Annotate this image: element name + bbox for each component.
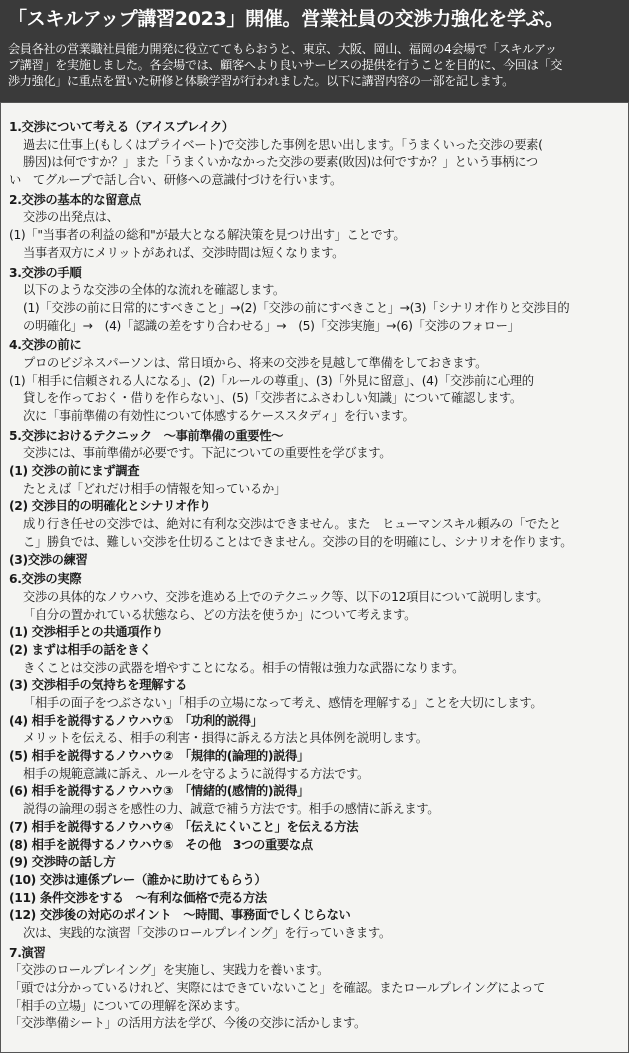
body-text-line: 当事者双方にメリットがあれば、交渉時間は短くなります。 [23,245,345,260]
subsection-heading: (11) 条件交渉をする ～有利な価格で売る方法 [9,890,267,905]
body-text-line: (1)「相手に信頼される人になる」、(2)「ルールの尊重」、(3)「外見に留意」、(4)「交渉前に心理的 [9,373,534,388]
body-text-line: い てグループで話し合い、研修への意識付づけを行います。 [9,173,342,188]
body-text-line: 「自分の置かれている状態なら、どの方法を使うか」について考えます。 [23,607,417,622]
subsection-heading: (12) 交渉後の対応のポイント ～時間、事務面でしくじらない [9,908,351,923]
course-content-box [0,102,629,1053]
lead-line: プ講習」を実施しました。各会場では、顧客へより良いサービスの提供を行うことを目的に、今回は「交 [8,58,563,72]
section-heading: 1.交渉について考える（アイスブレイク） [9,120,234,134]
subsection-heading: (3)交渉の練習 [9,552,88,567]
body-text-line: 「相手の立場」についての理解を深めます。 [9,998,247,1013]
subsection-heading: (7) 相手を説得するノウハウ④ 「伝えにくいこと」を伝える方法 [9,819,359,834]
body-text-line: 過去に仕事上(もしくはプライベート)で交渉した事例を思い出します。「うまくいった交渉の要素( [23,137,543,152]
body-text-line: きくことは交渉の武器を増やすことになる。相手の情報は強力な武器になります。 [23,660,465,675]
body-text-line: 交渉には、事前準備が必要です。下記についての重要性を学びます。 [23,446,392,461]
body-text-line: の明確化」→ (4)「認識の差をすり合わせる」→ (5)「交渉実施」→(6)「交渉のフォロー」 [23,318,520,333]
body-text-line: 「相手の面子をつぶさない」「相手の立場になって考え、感情を理解する」ことを大切にします。 [23,696,543,710]
body-text-line: 説得の論理の弱さを感性の力、誠意で補う方法です。相手の感情に訴えます。 [23,802,440,817]
body-text-line: 次に「事前準備の有効性について体感するケーススタディ」を行います。 [23,409,415,423]
body-text-line: 成り行き任せの交渉では、絶対に有利な交渉はできません。また ヒューマンスキル頼みの「でたと [23,517,561,532]
section-heading: 5.交渉におけるテクニック ～事前準備の重要性～ [9,428,284,443]
body-text-line: こ」勝負では、難しい交渉を仕切ることはできません。交渉の目的を明確にし、シナリオを作ります。 [23,534,573,549]
subsection-heading: (10) 交渉は連係プレー（誰かに助けてもらう） [9,872,267,887]
section-heading: 6.交渉の実際 [9,572,82,587]
body-text-line: 「頭では分かっているけれど、実際にはできていないこと」を確認。またロールプレイングによって [9,981,546,995]
subsection-heading: (3) 交渉相手の気持ちを理解する [9,678,187,693]
body-text-line: メリットを伝える、相手の利害・損得に訴える方法と具体例を説明します。 [23,731,428,746]
subsection-heading: (2) まずは相手の話をきく [9,642,152,657]
article-title: 「スキルアップ講習2023」開催。営業社員の交渉力強化を学ぶ。 [8,8,564,30]
body-text-line: たとえば「どれだけ相手の情報を知っているか」 [23,481,286,496]
subsection-heading: (2) 交渉目的の明確化とシナリオ作り [9,499,211,514]
body-text-line: 「交渉準備シート」の活用方法を学び、今後の交渉に活かします。 [9,1016,366,1031]
article-header [0,0,629,102]
subsection-heading: (5) 相手を説得するノウハウ② 「規律的(論理的)説得」 [9,749,309,764]
body-text-line: 次は、実践的な演習「交渉のロールプレイング」を行っていきます。 [23,925,391,940]
body-text-line: 勝因)は何ですか？」また「うまくいかなかった交渉の要素(敗因)は何ですか？」という事柄につ [23,155,538,170]
lead-line: 会員各社の営業職社員能力開発に役立ててもらおうと、東京、大阪、岡山、福岡の4会場で「スキルアッ [8,42,557,56]
body-text-line: プロのビジネスパーソンは、常日頃から、将来の交渉を見越して準備をしておきます。 [23,355,488,370]
body-text-line: 交渉の出発点は、 [23,210,119,225]
lead-line: 渉力強化」に重点を置いた研修と体験学習が行われました。以下に講習内容の一部を記します。 [8,74,514,88]
section-heading: 3.交渉の手順 [9,265,82,280]
subsection-heading: (8) 相手を説得するノウハウ⑤ その他 3つの重要な点 [9,837,313,852]
body-text-line: 以下のような交渉の全体的な流れを確認します。 [23,283,285,298]
section-heading: 4.交渉の前に [9,338,82,353]
section-heading: 2.交渉の基本的な留意点 [9,192,141,207]
body-text-line: (1)「交渉の前に日常的にすべきこと」→(2)「交渉の前にすべきこと」→(3)「シナリオ作りと交渉目的 [23,300,570,315]
section-heading: 7.演習 [9,945,46,960]
subsection-heading: (4) 相手を説得するノウハウ① 「功利的説得」 [9,713,263,728]
body-text-line: 「交渉のロールプレイング」を実施し、実践力を養います。 [9,963,329,978]
body-text-line: 交渉の具体的なノウハウ、交渉を進める上でのテクニック等、以下の12項目について説明します。 [23,589,549,604]
subsection-heading: (1) 交渉相手との共通項作り [9,625,164,640]
lead-paragraph [8,41,621,89]
body-text-line: 相手の規範意識に訴え、ルールを守るように説得する方法です。 [23,766,369,781]
subsection-heading: (9) 交渉時の話し方 [9,855,116,870]
body-text-line: 貸しを作っておく・借りを作らない」、(5)「交渉者にふさわしい知識」について確認します。 [23,391,522,406]
subsection-heading: (6) 相手を説得するノウハウ③ 「情緒的(感情的)説得」 [9,784,309,799]
body-text-line: (1)「"当事者の利益の総和"が最大となる解決策を見つけ出す」ことです。 [9,228,406,243]
subsection-heading: (1) 交渉の前にまず調査 [9,464,140,479]
